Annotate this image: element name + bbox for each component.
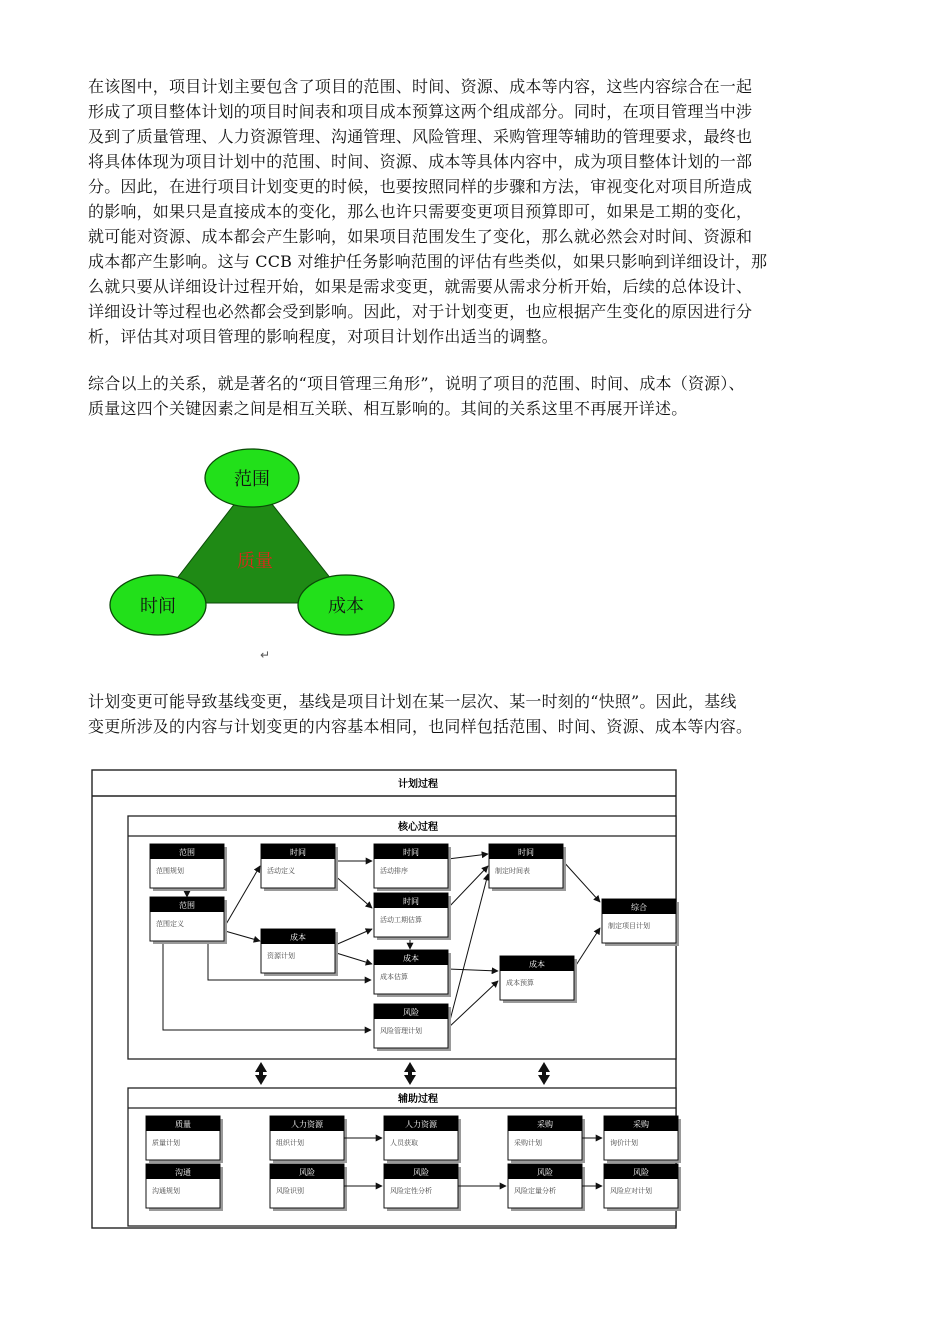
support-process-box [146,1164,223,1211]
support-process-box [270,1164,347,1211]
support-process-box-head: 采购 [633,1120,649,1129]
support-process-box-body: 风险定性分析 [390,1187,432,1195]
support-process-box [146,1116,223,1163]
core-process-box [489,844,566,891]
support-process-box-head: 风险 [413,1168,429,1177]
core-process-box [374,844,451,891]
core-process-box-head: 时间 [518,848,534,857]
core-process-box-body: 风险管理计划 [380,1027,422,1035]
support-process-box [270,1116,347,1163]
support-process-box-head: 采购 [537,1120,553,1129]
planning-process-diagram [88,766,688,1236]
paragraph-plan-change: 在该图中，项目计划主要包含了项目的范围、时间、资源、成本等内容，这些内容综合在一起 形成了项目整体计划的项目时间表和项目成本预算这两个组成部分。同时，在项目管理当中涉 及到了质量管理、人力资源管理、沟通管理、风险管理、采购管理等辅助的管理要求，最终也 将具体体现为项目计划中的范围、时间、资源、成本等具体内容中，成为项目整体计划的一部 分。因此，在进行项目计划变更的时候，也要按照同样的步骤和方法，审视变化对项目所造成 的影响，如果只是直接成本的变化，那么也许只需要变更项目预算即可，如果是工期的变化， 就可能对资源、成本都会产生影响，如果项目范围发生了变化，那么就必然会对时间、资源和 成本都产生影响。这与 CCB 对维护任务影响范围的评估有些类似，如果只影响到详细设计，那 么就只要从详细设计过程开始，如果是需求变更，就需要从需求分析开始，后续的总体设计、 详细设计等过程也必然都会受到影响。因此，对于计划变更，也应根据产生变化的原因进行分 析，评估其对项目管理的影响程度，对项目计划作出适当的调整。 [88,77,768,346]
support-process-box [384,1164,461,1211]
node-scope-label: 范围 [234,469,270,490]
core-process-box [261,844,338,891]
core-title: 核心过程 [398,822,438,833]
core-process-box-head: 成本 [290,933,306,942]
support-process-box [508,1116,585,1163]
support-process-box [604,1116,681,1163]
core-process-box-head: 时间 [403,897,419,906]
core-process-box-head: 时间 [290,848,306,857]
support-process-box-body: 风险定量分析 [514,1187,556,1195]
core-process-box [374,893,451,940]
core-process-box-body: 制定项目计划 [608,922,650,930]
core-process-box-head: 范围 [179,901,195,910]
core-process-box-body: 活动定义 [267,867,295,875]
core-process-box [261,929,338,976]
core-process-box-head: 范围 [179,848,195,857]
core-process-box-body: 活动排序 [380,867,408,875]
support-process-box-head: 沟通 [175,1168,191,1177]
triangle-center-label: 质量 [237,551,273,572]
core-process-box-body: 成本预算 [506,979,534,987]
support-process-box-body: 风险识别 [276,1187,304,1195]
core-process-box-head: 成本 [403,954,419,963]
support-process-box-body: 质量计划 [152,1139,180,1147]
support-title: 辅助过程 [398,1094,438,1105]
project-management-triangle [100,445,420,670]
core-process-box [602,899,679,946]
support-process-box [508,1164,585,1211]
core-process-box-head: 风险 [403,1008,419,1017]
support-process-box-head: 质量 [175,1120,191,1129]
node-cost-label: 成本 [328,596,364,617]
support-process-box-body: 组织计划 [276,1139,304,1147]
support-process-box-body: 沟通规划 [152,1187,180,1195]
support-process-box-head: 风险 [299,1168,315,1177]
support-process-box-head: 风险 [537,1168,553,1177]
support-process-box-body: 采购计划 [514,1139,542,1147]
paragraph-baseline-change: 计划变更可能导致基线变更，基线是项目计划在某一层次、某一时刻的“快照”。因此，基线 变更所涉及的内容与计划变更的内容基本相同，也同样包括范围、时间、资源、成本等内容。 [88,692,753,736]
support-process-box [384,1116,461,1163]
core-process-box-head: 成本 [529,960,545,969]
core-process-box [374,1004,451,1051]
outer-title: 计划过程 [398,779,438,790]
support-process-box [604,1164,681,1211]
core-process-box-body: 成本估算 [380,973,408,981]
core-process-box-body: 资源计划 [267,952,295,960]
paragraph-mark: ↵ [260,648,271,662]
core-process-box-body: 范围规划 [156,867,184,875]
core-process-box-body: 活动工期估算 [380,916,422,924]
support-process-box-head: 人力资源 [405,1120,437,1129]
node-time-label: 时间 [140,596,176,617]
support-process-box-body: 询价计划 [610,1139,638,1147]
core-process-box-body: 范围定义 [156,920,184,928]
support-process-box-head: 人力资源 [291,1120,323,1129]
core-process-box [150,897,227,944]
core-process-box-body: 制定时间表 [495,867,530,875]
core-process-box [374,950,451,997]
core-process-box-head: 时间 [403,848,419,857]
support-process-box-head: 风险 [633,1168,649,1177]
support-process-box-body: 人员获取 [390,1139,418,1147]
core-process-box [500,956,577,1003]
support-process-box-body: 风险应对计划 [610,1187,652,1195]
paragraph-triangle-intro: 综合以上的关系，就是著名的“项目管理三角形”，说明了项目的范围、时间、成本（资源）、 质量这四个关键因素之间是相互关联、相互影响的。其间的关系这里不再展开详述。 [88,374,745,418]
core-process-box-head: 综合 [631,903,647,912]
core-process-box [150,844,227,891]
